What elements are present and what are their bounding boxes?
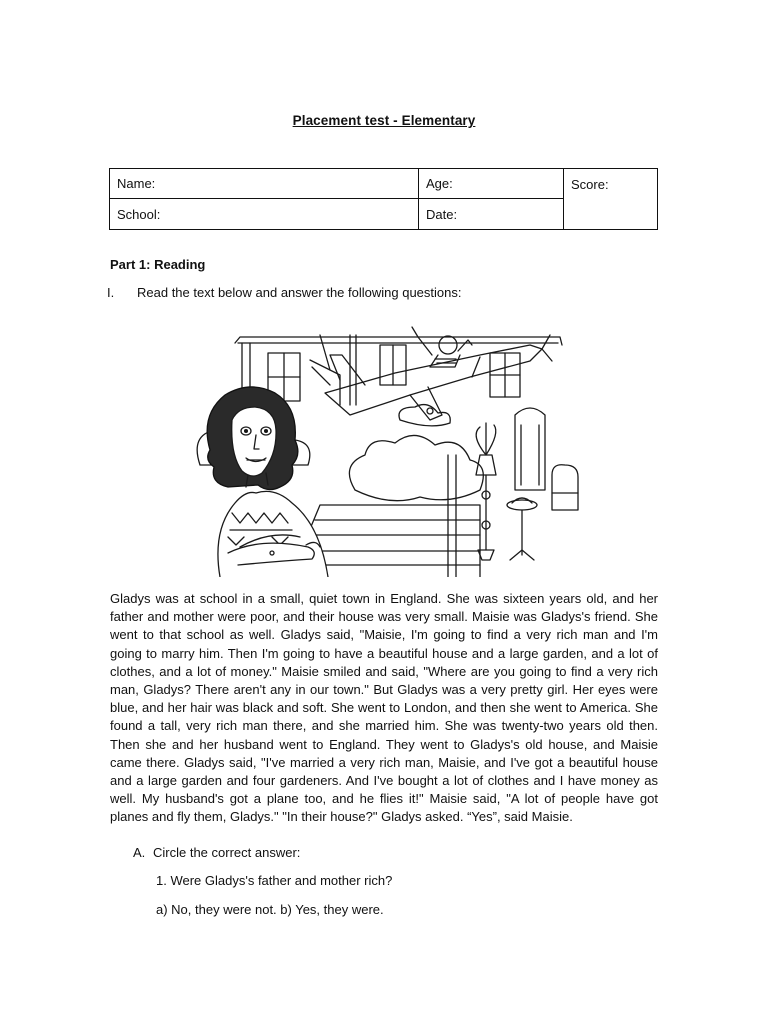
section-a-instruction (133, 845, 300, 860)
name-field[interactable] (110, 169, 419, 199)
school-label: School: (117, 206, 161, 222)
age-label: Age: (426, 176, 453, 191)
date-field[interactable] (419, 199, 564, 230)
age-field[interactable] (419, 169, 564, 199)
section-a-letter: A. (133, 845, 146, 860)
section-a-text: Circle the correct answer: (153, 845, 301, 860)
reading-illustration (180, 315, 585, 577)
name-label: Name: (117, 176, 156, 191)
reading-instruction (107, 285, 461, 300)
school-field[interactable] (110, 199, 419, 230)
page-title: Placement test - Elementary (292, 113, 476, 128)
part-heading: Part 1: Reading (110, 257, 206, 272)
reading-passage: Gladys was at school in a small, quiet town in England. She was sixteen years old, and her father and mother were poor, and their house was very small. Maisie was Gladys's friend. She went to that school as well. Gladys said, "Maisie, I'm going to find a very rich man and I'm going to marry him. Then I'm going to have a beautiful house and a large garden, and a lot of clothes, and a lot of money." Maisie smiled and said, "Where are you going to find a very rich man, Gladys? There aren't any in our town." But Gladys was a very pretty girl. Her eyes were blue, and her hair was black and soft. She went to London, and then she went to America. She found a tall, very rich man there, and she married him. She was twenty-two years old then. Then she and her husband went to England. They went to Gladys's old house, and Maisie came there. Gladys said, "I've married a very rich man, Maisie, and I've got a beautiful house and a large garden and four gardeners. And I've bought a lot of clothes and I have money as well. My husband's got a plane too, and he flies it!" Maisie said, "A lot of people have got planes and fly them, Gladys." "In their house?" Gladys asked. “Yes”, said Maisie. (110, 591, 658, 825)
question-1: 1. Were Gladys's father and mother rich? (156, 873, 393, 888)
score-field[interactable] (564, 169, 658, 230)
instruction-number: I. (107, 285, 115, 300)
instruction-text: Read the text below and answer the following questions: (137, 285, 462, 300)
student-info-table (109, 168, 658, 230)
question-1-answers[interactable]: a) No, they were not. b) Yes, they were. (156, 902, 384, 917)
date-label: Date: (426, 206, 458, 222)
score-label: Score: (571, 177, 609, 192)
